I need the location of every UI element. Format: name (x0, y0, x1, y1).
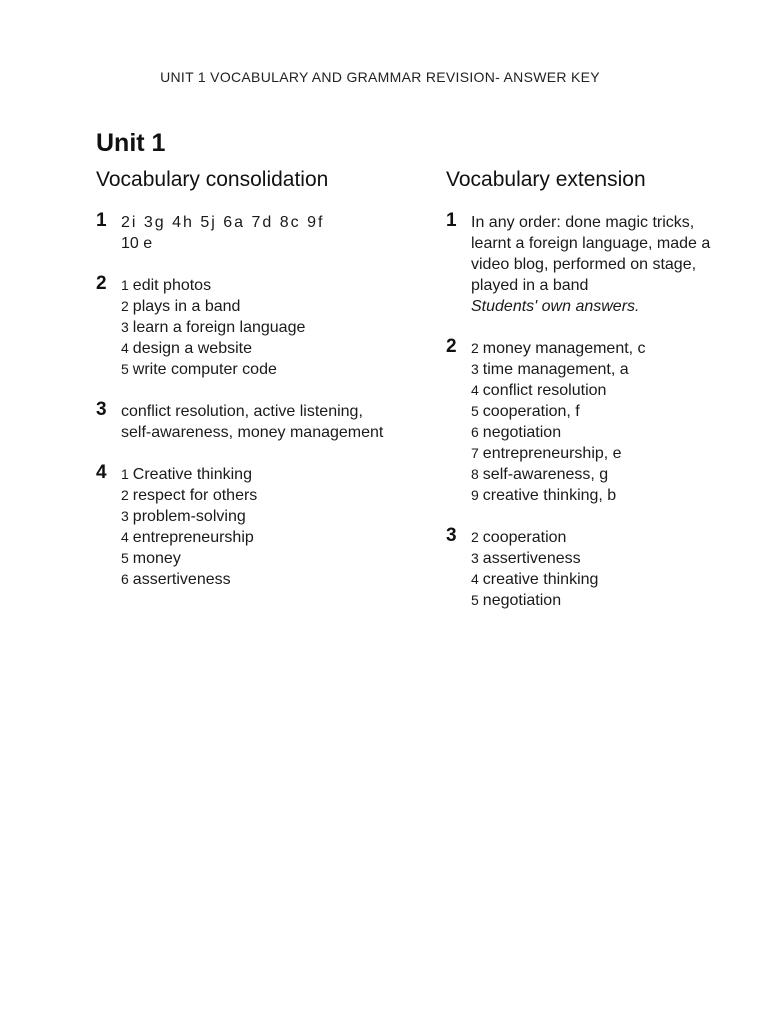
section-title: Vocabulary extension (446, 168, 646, 191)
item-number: 4 (121, 529, 129, 545)
item-number: 6 (121, 571, 129, 587)
answer-line (121, 212, 426, 233)
answer-text: entrepreneurship, e (482, 445, 622, 462)
answer-line (471, 296, 756, 317)
item-number: 2 (121, 487, 129, 503)
item-number: 8 (471, 466, 479, 482)
answer-line (471, 401, 756, 422)
answer-text: learnt a foreign language, made a (471, 235, 711, 252)
item-number: 2 (471, 340, 479, 356)
item-number: 5 (471, 403, 479, 419)
answer-text: plays in a band (132, 298, 241, 315)
answer-text: problem-solving (132, 508, 246, 525)
page-header (0, 69, 768, 85)
answer-text: conflict resolution, active listening, (121, 403, 363, 420)
vocabulary-extension-column (446, 168, 756, 632)
answer-line (121, 485, 426, 506)
exercise-number: 3 (446, 525, 457, 546)
answer-line (121, 464, 426, 485)
answer-text: negotiation (482, 424, 562, 441)
answer-text: conflict resolution (482, 382, 607, 399)
item-number: 7 (471, 445, 479, 461)
answer-line (121, 422, 426, 443)
answer-line (471, 422, 756, 443)
unit-title: Unit 1 (96, 129, 166, 157)
answer-line (121, 506, 426, 527)
item-number: 4 (471, 571, 479, 587)
answer-text: negotiation (482, 592, 562, 609)
exercise (446, 338, 756, 506)
answer-text: creative thinking, b (482, 487, 617, 504)
item-number: 5 (471, 592, 479, 608)
answer-line (471, 464, 756, 485)
exercise-number: 3 (96, 399, 107, 420)
exercise-number: 1 (446, 210, 457, 231)
answer-line (121, 317, 426, 338)
item-number: 4 (121, 340, 129, 356)
exercise-number: 2 (446, 336, 457, 357)
answer-line (121, 527, 426, 548)
answer-line (121, 401, 426, 422)
answer-text: write computer code (132, 361, 277, 378)
item-number: 2 (121, 298, 129, 314)
answer-line (121, 275, 426, 296)
item-number: 3 (121, 508, 129, 524)
exercise (96, 275, 426, 380)
answer-line (471, 548, 756, 569)
answer-text: cooperation (482, 529, 567, 546)
answer-text: design a website (132, 340, 252, 357)
answer-text: In any order: done magic tricks, (471, 214, 695, 231)
answer-text: self-awareness, g (482, 466, 609, 483)
answer-line (121, 338, 426, 359)
answer-text: creative thinking (482, 571, 599, 588)
answer-line (121, 233, 426, 254)
exercise-number: 1 (96, 210, 107, 231)
answer-line (471, 338, 756, 359)
section-title: Vocabulary consolidation (96, 168, 329, 191)
answer-line (471, 254, 756, 275)
answer-line (121, 359, 426, 380)
answer-text: assertiveness (132, 571, 231, 588)
answer-line (121, 296, 426, 317)
answer-line (471, 212, 756, 233)
item-number: 3 (471, 550, 479, 566)
exercise (96, 212, 426, 254)
answer-text: edit photos (132, 277, 212, 294)
answer-line (471, 590, 756, 611)
answer-text: Creative thinking (132, 466, 252, 483)
answer-line (471, 485, 756, 506)
answer-text: cooperation, f (482, 403, 580, 420)
answer-line (471, 443, 756, 464)
exercise-list (96, 212, 426, 590)
answer-line (471, 569, 756, 590)
exercise (446, 527, 756, 611)
answer-text: respect for others (132, 487, 258, 504)
exercise (446, 212, 756, 317)
answer-text: money (132, 550, 181, 567)
item-number: 5 (121, 361, 129, 377)
answer-text: video blog, performed on stage, (471, 256, 697, 273)
answer-text: 10 e (121, 235, 153, 252)
exercise-list (446, 212, 756, 611)
answer-text: 2i 3g 4h 5j 6a 7d 8c 9f (121, 214, 325, 231)
exercise (96, 464, 426, 590)
answer-line (471, 380, 756, 401)
item-number: 5 (121, 550, 129, 566)
item-number: 6 (471, 424, 479, 440)
exercise-number: 4 (96, 462, 107, 483)
header-title: UNIT 1 VOCABULARY AND GRAMMAR REVISION- ANSWER KEY (160, 69, 600, 85)
answer-text: time management, a (482, 361, 629, 378)
answer-text: learn a foreign language (132, 319, 306, 336)
item-number: 3 (471, 361, 479, 377)
item-number: 1 (121, 277, 129, 293)
item-number: 3 (121, 319, 129, 335)
answer-text: entrepreneurship (132, 529, 254, 546)
exercise-number: 2 (96, 273, 107, 294)
exercise (96, 401, 426, 443)
answer-text: money management, c (482, 340, 646, 357)
answer-line (471, 233, 756, 254)
item-number: 4 (471, 382, 479, 398)
item-number: 9 (471, 487, 479, 503)
vocabulary-consolidation-column (96, 168, 426, 611)
answer-line (121, 548, 426, 569)
answer-line (471, 359, 756, 380)
item-number: 2 (471, 529, 479, 545)
answer-line (471, 527, 756, 548)
answer-text: assertiveness (482, 550, 581, 567)
item-number: 1 (121, 466, 129, 482)
answer-text: played in a band (471, 277, 589, 294)
answer-line (121, 569, 426, 590)
answer-line (471, 275, 756, 296)
answer-text: Students' own answers. (471, 298, 640, 315)
answer-text: self-awareness, money management (121, 424, 384, 441)
